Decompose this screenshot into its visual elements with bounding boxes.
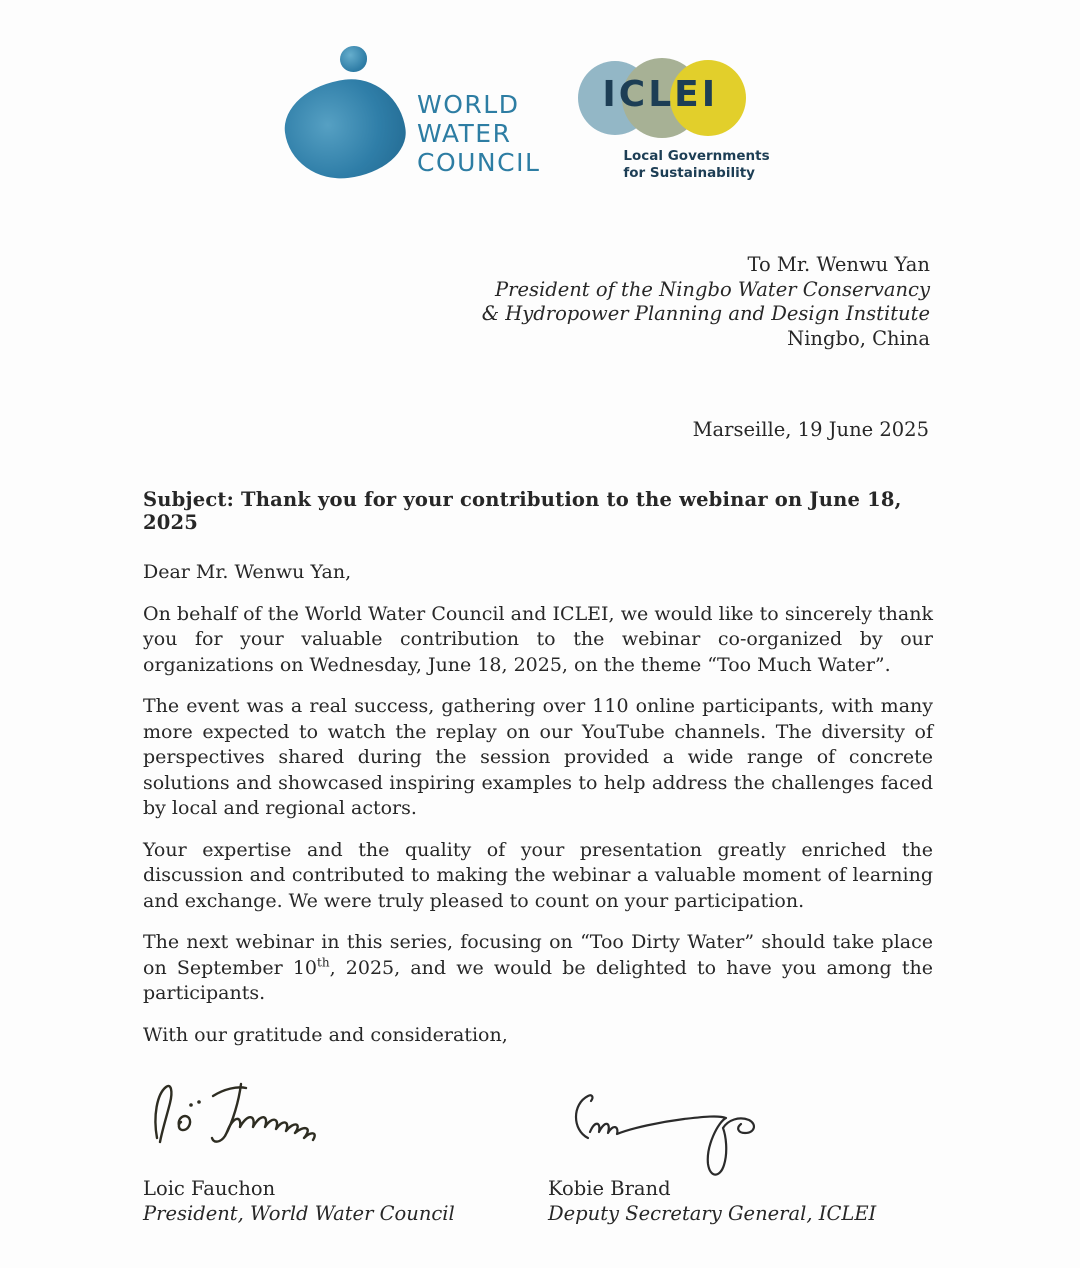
letterhead [285, 42, 770, 182]
paragraph-4 [143, 930, 933, 1007]
world-water-council-logo [285, 42, 540, 182]
paragraph-1: On behalf of the World Water Council and ICLEI, we would like to sincerely thank you for your valuable contribution to the webinar co-organized by our organizations on Wednesday, June 18, 2025, on the theme “Too Much Water”. [143, 602, 933, 676]
signature-right [548, 1068, 943, 1226]
water-dot-icon [340, 46, 367, 72]
signatory-title-left: President, World Water Council [143, 1202, 455, 1225]
iclei-tagline-line-2: for Sustainability [623, 164, 755, 181]
iclei-logo [578, 58, 769, 181]
paragraph-4-ordinal-superscript: th [317, 955, 330, 970]
closing-line: With our gratitude and consideration, [143, 1023, 508, 1046]
wwc-word-1: WORLD [417, 89, 520, 119]
kobie-brand-signature-icon [548, 1088, 798, 1178]
paragraph-2: The event was a real success, gathering over 110 online participants, with many more expected to watch the replay on our YouTube channels. The diversity of perspectives shared during the session provided a wide range of concrete solutions and showcased inspiring examples to help address the challenges faced by local and regional actors. [143, 695, 933, 819]
subject-line: Subject: Thank you for your contribution to the webinar on June 18, 2025 [143, 488, 902, 534]
loic-fauchon-signature-icon [143, 1068, 373, 1163]
signature-left [143, 1068, 548, 1226]
paragraph-4-part-1: The next webinar in this series, focusing on “Too Dirty Water” should take place on September 10 [143, 931, 933, 979]
signatory-name-right: Kobie Brand [548, 1177, 671, 1200]
recipient-title-line-1: President of the Ningbo Water Conservancy [495, 277, 930, 301]
signature-block [143, 1068, 943, 1226]
recipient-location: Ningbo, China [787, 326, 930, 350]
paragraph-4-part-2: , 2025, and we would be delighted to have you among the participants. [143, 956, 933, 1004]
letter-body [143, 560, 933, 1048]
salutation: Dear Mr. Wenwu Yan, [143, 561, 352, 583]
iclei-circles-icon [578, 58, 746, 140]
paragraph-3: Your expertise and the quality of your presentation greatly enriched the discussion and contributed to making the webinar a valuable moment of learning and exchange. We were truly pleased to count on your participation. [143, 838, 933, 912]
signatory-title-right: Deputy Secretary General, ICLEI [548, 1202, 877, 1225]
loic-fauchon-signature-image [143, 1068, 548, 1176]
signatory-name-left: Loic Fauchon [143, 1177, 276, 1200]
iclei-wordmark: ICLEI [602, 74, 719, 115]
kobie-brand-signature-image [548, 1068, 943, 1176]
wwc-word-3: COUNCIL [417, 147, 541, 177]
recipient-name: To Mr. Wenwu Yan [747, 253, 930, 276]
wwc-word-2: WATER [417, 118, 512, 148]
recipient-block [482, 253, 930, 351]
iclei-tagline-line-1: Local Governments [623, 148, 770, 164]
water-blob-icon [279, 73, 410, 185]
dateline: Marseille, 19 June 2025 [692, 418, 929, 441]
water-drop-icon [285, 42, 405, 182]
recipient-title-line-2: & Hydropower Planning and Design Institute [481, 302, 930, 325]
world-water-council-wordmark [417, 90, 540, 177]
iclei-tagline [623, 148, 769, 181]
